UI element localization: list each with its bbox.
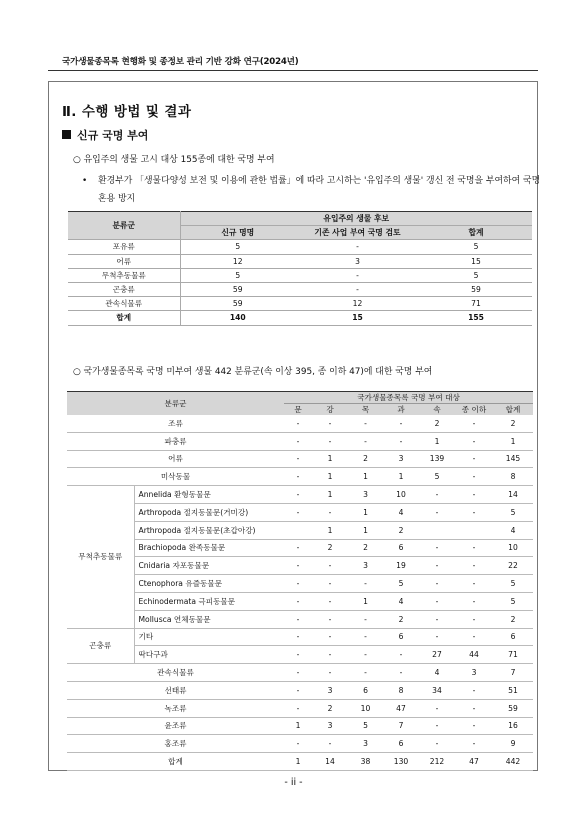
table-cell: 5	[420, 268, 532, 282]
table-cell: -	[284, 468, 312, 486]
subtaxon-name: Arthropoda 절지동물문(초갑아강)	[134, 521, 284, 539]
table-cell: -	[284, 610, 312, 628]
table-cell: 34	[419, 681, 455, 699]
table-cell: 22	[493, 557, 533, 575]
table-cell	[284, 521, 312, 539]
table-cell: 27	[419, 646, 455, 664]
table-cell: -	[455, 610, 493, 628]
table-cell: -	[383, 415, 419, 432]
table-cell: 1	[383, 468, 419, 486]
table-cell: 1	[312, 468, 348, 486]
table-cell: 6	[383, 539, 419, 557]
table-cell: -	[419, 503, 455, 521]
table-cell: 5	[348, 717, 383, 735]
table-cell: 140	[180, 311, 295, 325]
table-cell: -	[284, 432, 312, 450]
table-cell: 59	[180, 297, 295, 311]
t1-span-header: 유입주의 생물 후보	[180, 212, 532, 226]
table-row	[68, 240, 532, 254]
taxon-name: 윤조류	[67, 717, 284, 735]
table-row	[67, 592, 533, 610]
table-cell: -	[455, 415, 493, 432]
table-cell: -	[419, 592, 455, 610]
taxon-name: 녹조류	[67, 699, 284, 717]
table-cell: -	[284, 486, 312, 504]
paragraph-2	[74, 172, 544, 208]
table-cell: -	[455, 486, 493, 504]
table-cell: -	[455, 681, 493, 699]
table-row	[67, 521, 533, 539]
table-cell: 14	[493, 486, 533, 504]
table-cell: 5	[180, 268, 295, 282]
table-cell: 7	[493, 664, 533, 682]
table-cell: -	[295, 240, 420, 254]
table-row	[67, 557, 533, 575]
table-cell: 44	[455, 646, 493, 664]
table-cell: 5	[493, 575, 533, 593]
table-cell: -	[284, 450, 312, 468]
t2-col-header: 문	[284, 404, 312, 416]
table-cell: -	[419, 628, 455, 646]
table-cell: 1	[312, 486, 348, 504]
table-cell: -	[455, 468, 493, 486]
table-cell: -	[419, 610, 455, 628]
table-cell: -	[348, 415, 383, 432]
t2-col-header: 목	[348, 404, 383, 416]
t2-col-header: 종 이하	[455, 404, 493, 416]
table-cell: -	[284, 415, 312, 432]
table-cell: 2	[312, 699, 348, 717]
section-title: Ⅱ. 수행 방법 및 결과	[62, 104, 192, 120]
table-cell: -	[284, 592, 312, 610]
taxon-name: 어류	[68, 254, 180, 268]
paragraph-3: ○ 국가생물종목록 국명 미부여 생물 442 분류군(속 이상 395, 종 이하 47)에 대한 국명 부여	[73, 367, 433, 377]
table-cell: -	[284, 503, 312, 521]
table-cell: -	[455, 503, 493, 521]
table-cell: 59	[420, 282, 532, 296]
table-cell: 1	[312, 521, 348, 539]
table-cell: 6	[493, 628, 533, 646]
table-cell: 8	[383, 681, 419, 699]
subsection-title: 신규 국명 부여	[77, 129, 149, 142]
table-cell: -	[348, 646, 383, 664]
table-cell: 9	[493, 735, 533, 753]
table-row	[67, 575, 533, 593]
table-cell: -	[383, 432, 419, 450]
table-cell: -	[419, 575, 455, 593]
table-row	[67, 717, 533, 735]
table-cell: -	[312, 503, 348, 521]
table-cell: 15	[295, 311, 420, 325]
table-cell: 2	[312, 539, 348, 557]
table-cell: 19	[383, 557, 419, 575]
bullet-icon: •	[82, 176, 88, 186]
total-row	[67, 753, 533, 771]
t2-col-header: 합계	[493, 404, 533, 416]
table-cell: -	[284, 539, 312, 557]
table-cell: 442	[493, 753, 533, 771]
table-row	[67, 699, 533, 717]
table-cell: 5	[493, 592, 533, 610]
table-cell: -	[455, 735, 493, 753]
table-cell: 1	[348, 521, 383, 539]
table-cell: 59	[493, 699, 533, 717]
table-cell: -	[348, 432, 383, 450]
table-cell: 10	[348, 699, 383, 717]
table-row	[68, 282, 532, 296]
table-cell: 2	[348, 450, 383, 468]
table-row	[67, 681, 533, 699]
table-cell: -	[312, 415, 348, 432]
table-alien-species	[68, 211, 532, 326]
table-cell: 3	[348, 486, 383, 504]
table-cell: -	[312, 664, 348, 682]
table-cell: 47	[383, 699, 419, 717]
table-cell: 2	[493, 415, 533, 432]
paragraph-2-text: 환경부가 「생물다양성 보전 및 이용에 관한 법률」에 따라 고시하는 '유입주의 생물' 갱신 전 국명을 부여하여 국명 혼용 방지	[98, 176, 541, 204]
table-cell: -	[348, 575, 383, 593]
table-cell: 71	[420, 297, 532, 311]
table-cell: 3	[348, 557, 383, 575]
taxon-name: 조류	[67, 415, 284, 432]
table-cell: -	[419, 486, 455, 504]
table-row	[67, 735, 533, 753]
table-cell: -	[455, 628, 493, 646]
table-cell: 4	[419, 664, 455, 682]
table-cell: 5	[180, 240, 295, 254]
table-cell: 1	[284, 717, 312, 735]
table-row	[67, 468, 533, 486]
table-cell: -	[312, 592, 348, 610]
table-row	[68, 268, 532, 282]
t1-col-header: 신규 명명	[180, 226, 295, 240]
table-cell: 139	[419, 450, 455, 468]
group-label: 곤충류	[67, 628, 134, 664]
table-cell: -	[284, 628, 312, 646]
table-cell: -	[312, 432, 348, 450]
table-cell: 155	[420, 311, 532, 325]
table-cell: -	[348, 664, 383, 682]
table-cell: 1	[348, 468, 383, 486]
table-cell: 5	[493, 503, 533, 521]
subtaxon-name: Echinodermata 극피동물문	[134, 592, 284, 610]
table-cell: 1	[348, 503, 383, 521]
square-bullet-icon	[62, 130, 71, 139]
subtaxon-name: Annelida 환형동물문	[134, 486, 284, 504]
table-cell: -	[455, 699, 493, 717]
table-cell: -	[312, 575, 348, 593]
table-cell: -	[295, 282, 420, 296]
group-label: 무척추동물류	[67, 486, 134, 628]
taxon-name: 파충류	[67, 432, 284, 450]
table-cell: 38	[348, 753, 383, 771]
table-cell: 4	[493, 521, 533, 539]
table-row	[67, 450, 533, 468]
table-cell: 2	[348, 539, 383, 557]
table-cell: 6	[383, 735, 419, 753]
table-cell: 4	[383, 503, 419, 521]
t2-col-header: 과	[383, 404, 419, 416]
header-rule	[48, 70, 538, 71]
table-cell: -	[419, 735, 455, 753]
table-cell: 145	[493, 450, 533, 468]
table-cell: 3	[295, 254, 420, 268]
table-cell: 1	[419, 432, 455, 450]
table-cell: 212	[419, 753, 455, 771]
table-cell: 5	[420, 240, 532, 254]
table-cell: -	[312, 628, 348, 646]
table-cell: -	[419, 717, 455, 735]
table-row	[67, 610, 533, 628]
table-row	[67, 415, 533, 432]
taxon-name: 관속식물류	[68, 297, 180, 311]
t2-group-header: 분류군	[67, 392, 284, 416]
table-cell: -	[312, 610, 348, 628]
table-cell: -	[383, 646, 419, 664]
subtaxon-name: Ctenophora 유즐동물문	[134, 575, 284, 593]
taxon-name: 선태류	[67, 681, 284, 699]
table-unnamed-taxa	[67, 391, 533, 771]
table-cell: -	[312, 557, 348, 575]
table-cell: 4	[383, 592, 419, 610]
table-cell: -	[284, 557, 312, 575]
subsection-heading	[62, 127, 148, 143]
taxon-name: 합계	[67, 753, 284, 771]
table-cell: -	[284, 699, 312, 717]
table-cell: 1	[493, 432, 533, 450]
table-cell: 2	[383, 521, 419, 539]
table-cell	[455, 521, 493, 539]
table-cell: 5	[419, 468, 455, 486]
table-cell: -	[284, 646, 312, 664]
paragraph-1: ○ 유입주의 생물 고시 대상 155종에 대한 국명 부여	[73, 155, 275, 165]
table-cell: 14	[312, 753, 348, 771]
table-cell: 2	[419, 415, 455, 432]
t2-span-header: 국가생물종목록 국명 부여 대상	[284, 392, 533, 404]
table-cell: -	[284, 575, 312, 593]
table-cell: -	[348, 628, 383, 646]
table-row	[67, 646, 533, 664]
table-cell: -	[284, 681, 312, 699]
total-row	[68, 311, 532, 325]
table-cell: -	[455, 450, 493, 468]
taxon-name: 곤충류	[68, 282, 180, 296]
table-cell: -	[419, 539, 455, 557]
table-cell	[419, 521, 455, 539]
page-number: - ii -	[284, 777, 303, 788]
table-cell: 71	[493, 646, 533, 664]
table-cell: -	[348, 610, 383, 628]
table-cell: 8	[493, 468, 533, 486]
subtaxon-name: Mollusca 연체동물문	[134, 610, 284, 628]
table-cell: 10	[493, 539, 533, 557]
table-cell: 1	[284, 753, 312, 771]
table-cell: -	[419, 557, 455, 575]
t2-col-header: 강	[312, 404, 348, 416]
table-cell: 12	[295, 297, 420, 311]
running-header: 국가생물종목록 현행화 및 종정보 관리 기반 강화 연구(2024년)	[62, 57, 299, 67]
table-row	[67, 539, 533, 557]
subtaxon-name: Brachiopoda 완족동물문	[134, 539, 284, 557]
table-row	[67, 503, 533, 521]
t2-col-header: 속	[419, 404, 455, 416]
table-cell: -	[455, 592, 493, 610]
table-cell: -	[383, 664, 419, 682]
table-row	[67, 664, 533, 682]
taxon-name: 미삭동물	[67, 468, 284, 486]
table-cell: 1	[312, 450, 348, 468]
taxon-name: 무척추동물류	[68, 268, 180, 282]
table-cell: 6	[383, 628, 419, 646]
table-cell: -	[455, 432, 493, 450]
taxon-name: 관속식물류	[67, 664, 284, 682]
table-cell: 7	[383, 717, 419, 735]
table-cell: -	[455, 557, 493, 575]
subtaxon-name: 기타	[134, 628, 284, 646]
table-cell: -	[295, 268, 420, 282]
table-cell: 10	[383, 486, 419, 504]
table-cell: 2	[383, 610, 419, 628]
table-cell: 130	[383, 753, 419, 771]
subtaxon-name: 딱다구과	[134, 646, 284, 664]
table-cell: 51	[493, 681, 533, 699]
table-cell: 3	[312, 681, 348, 699]
table-cell: -	[312, 735, 348, 753]
table-cell: 12	[180, 254, 295, 268]
table-cell: -	[455, 575, 493, 593]
table-row	[68, 254, 532, 268]
table-row	[67, 486, 533, 504]
table-cell: 3	[312, 717, 348, 735]
table-cell: -	[284, 735, 312, 753]
taxon-name: 홍조류	[67, 735, 284, 753]
table-cell: 1	[348, 592, 383, 610]
table-cell: 47	[455, 753, 493, 771]
table-cell: -	[455, 717, 493, 735]
table-row	[67, 628, 533, 646]
taxon-name: 어류	[67, 450, 284, 468]
table-cell: -	[312, 646, 348, 664]
table-cell: 15	[420, 254, 532, 268]
table-cell: 5	[383, 575, 419, 593]
table-cell: 59	[180, 282, 295, 296]
total-label: 합계	[68, 311, 180, 325]
table-cell: 3	[455, 664, 493, 682]
t1-group-header: 분류군	[68, 212, 180, 240]
taxon-name: 포유류	[68, 240, 180, 254]
table-cell: 6	[348, 681, 383, 699]
subtaxon-name: Cnidaria 자포동물문	[134, 557, 284, 575]
table-cell: 3	[383, 450, 419, 468]
table-cell: -	[419, 699, 455, 717]
table-cell: 16	[493, 717, 533, 735]
t1-col-header: 기존 사업 부여 국명 검토	[295, 226, 420, 240]
t1-col-header: 합계	[420, 226, 532, 240]
table-cell: -	[455, 539, 493, 557]
subtaxon-name: Arthropoda 절지동물문(거미강)	[134, 503, 284, 521]
table-row	[67, 432, 533, 450]
table-row	[68, 297, 532, 311]
table-cell: 2	[493, 610, 533, 628]
table-cell: 3	[348, 735, 383, 753]
table-cell: -	[284, 664, 312, 682]
